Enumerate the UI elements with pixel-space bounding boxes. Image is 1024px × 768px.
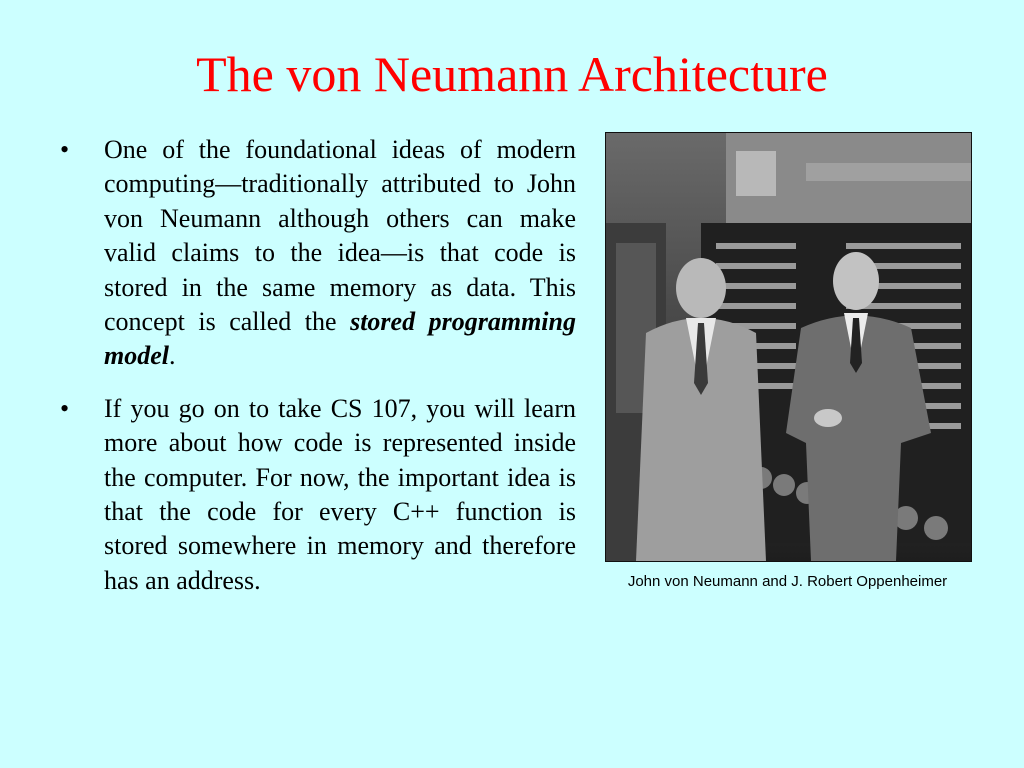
bullet-text-end: .	[169, 341, 176, 371]
photo-caption: John von Neumann and J. Robert Oppenheimer	[627, 573, 948, 590]
emphasized-term: stored programming model	[104, 307, 576, 371]
bullet-text: One of the foundational ideas of modern computing—traditionally attributed to John von Neumann although others can make valid claims to the idea—is that code is stored in the same memory as data. This concept is called the	[104, 135, 576, 337]
bullet-icon: •	[60, 135, 70, 164]
bullet-text: If you go on to take CS 107, you will learn more about how code is represented inside the computer. For now, the important idea is that the code for every C++ function is stored somewhere in memory and therefore has an address.	[104, 393, 576, 595]
bullet-item	[60, 392, 576, 598]
slide-title: The von Neumann Architecture	[196, 46, 828, 102]
bullet-item	[60, 133, 576, 374]
photo-von-neumann-oppenheimer	[605, 132, 972, 562]
bullet-list	[60, 133, 576, 616]
bullet-icon: •	[60, 393, 70, 423]
photo-illustration	[606, 133, 971, 561]
